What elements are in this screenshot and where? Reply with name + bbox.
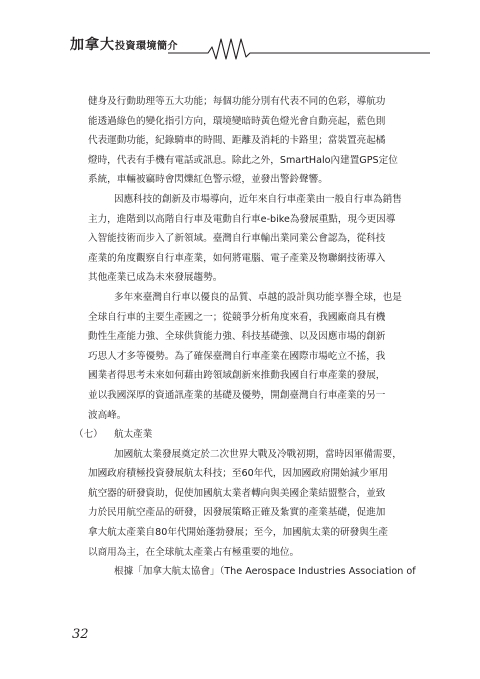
text-line: 多年來臺灣自行車以優良的品質、卓越的設計與功能享譽全球，也是: [114, 291, 402, 303]
header-title: [70, 37, 178, 54]
text-line: 國業者得思考未來如何藉由跨領域創新來推動我國自行車產業的發展，: [88, 370, 386, 382]
section-number: （七）: [74, 429, 103, 441]
paragraph-tech-innovation: [88, 190, 418, 288]
text-line: 加國航太業發展奠定於二次世界大戰及冷戰初期，當時因軍備需要，: [114, 448, 402, 460]
text-line: 健身及行動助理等五大功能；每個功能分別有代表不同的色彩，導航功: [88, 96, 386, 107]
paragraph-aerospace-history: [88, 445, 418, 563]
text-line: 以商用為主，在全球航太產業占有極重要的地位。: [88, 546, 300, 558]
paragraph-taiwan-bicycle: [88, 288, 418, 425]
text-line: 其他產業已成為未來發展趨勢。: [88, 272, 223, 284]
text-line: 動性生產能力強、全球供貨能力強、科技基礎強、以及因應市場的創新: [88, 331, 386, 343]
paragraph-aerospace-association: [88, 562, 418, 582]
text-line: 巧思人才多等優勢。為了確保臺灣自行車產業在國際市場屹立不搖，我: [88, 350, 386, 362]
text-line: 根據「加拿大航太協會」（The Aerospace Industries Association of: [114, 566, 416, 578]
text-line: 全球自行車的主要生產國之一；從競爭分析角度來看，我國廠商具有機: [88, 311, 386, 323]
text-line: 因應科技的創新及市場導向，近年來自行車產業由一般自行車為銷售: [114, 193, 402, 205]
text-line: 燈時，代表有手機有電話或訊息。除此之外，SmartHalo內建置GPS定位: [88, 154, 398, 166]
text-line: 並以我國深厚的資通訊產業的基礎及優勢，開創臺灣自行車產業的另一: [88, 389, 386, 401]
section-title: 航太產業: [114, 429, 153, 441]
running-header: [70, 30, 430, 60]
text-line: 主力，進階到以高階自行車及電動自行車e-bike為發展重點，現今更因導: [88, 213, 396, 225]
text-line: 系統，車輛被竊時會閃爍紅色警示燈，並發出警鈴聲響。: [88, 174, 328, 186]
section-heading-aerospace: [74, 425, 418, 445]
text-line: 拿大航太產業自80年代開始蓬勃發展；至今，加國航太業的研發與生產: [88, 527, 389, 539]
text-line: 力於民用航空產品的研發，因發展策略正確及紮實的產業基礎，促進加: [88, 507, 386, 519]
text-line: 代表運動功能，紀錄騎車的時間、距離及消耗的卡路里；當裝置亮起橘: [88, 135, 386, 147]
text-line: 入智能技術而步入了新領域。臺灣自行車輸出業同業公會認為，從科技: [88, 233, 386, 245]
text-line: 航空器的研發資助，促使加國航太業者轉向與美國企業結盟整合，並致: [88, 487, 386, 499]
body-text: [74, 92, 418, 582]
text-line: 產業的角度觀察自行車產業，如何將電腦、電子產業及物聯網技術導入: [88, 252, 386, 264]
text-line: 加國政府積極投資發展航太科技；至60年代，因加國政府開始減少軍用: [88, 468, 389, 480]
page-number: 32: [72, 627, 89, 642]
paragraph-smarthalo: [88, 92, 418, 190]
text-line: 波高峰。: [88, 409, 127, 421]
header-title-main: 加拿大: [70, 37, 115, 53]
text-line: 能透過綠色的變化指引方向，環境變暗時黃色燈光會自動亮起，藍色則: [88, 115, 386, 127]
header-title-sub: 投資環境簡介: [115, 41, 178, 52]
